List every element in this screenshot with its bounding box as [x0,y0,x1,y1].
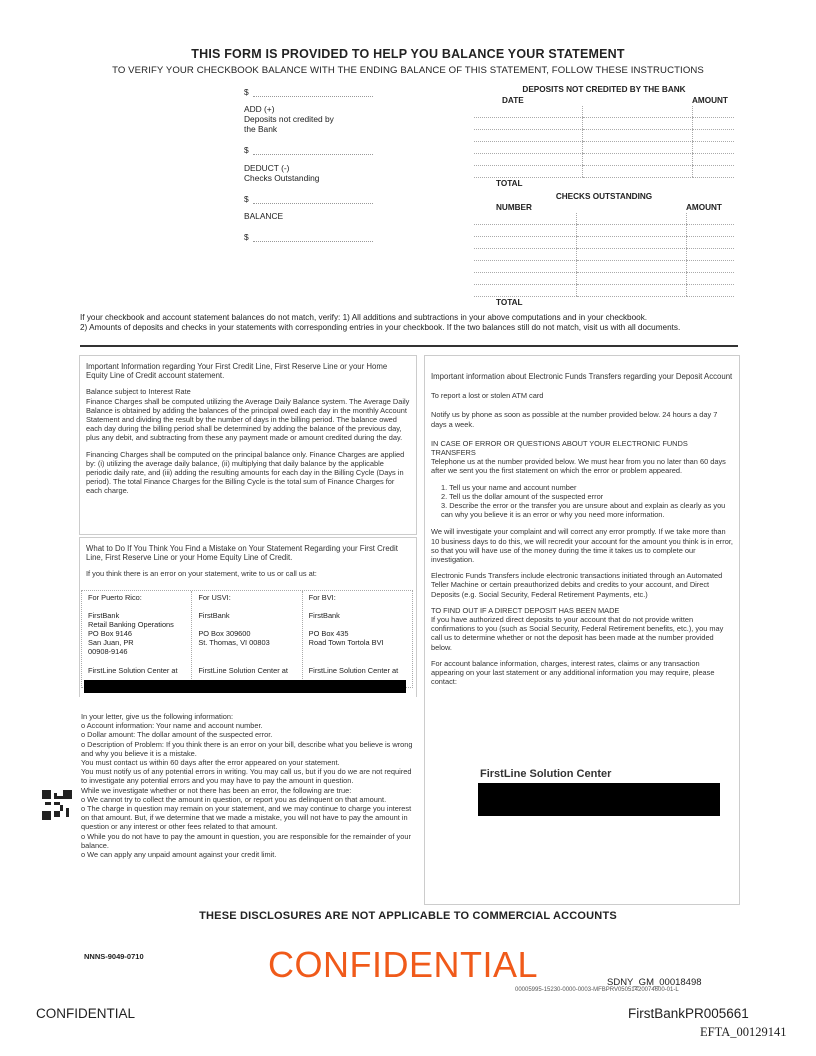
add-desc: Deposits not credited by the Bank [244,114,334,134]
interest-paragraph: Finance Charges shall be computed utilizing the Average Daily Balance system. The Average Daily Balance is obtained by adding the balances of the principal owed each day in the monthly Account Statement and dividing the result by the number of days in the billing period. The balance owed each day during the billing period shall be determined by adding the balance of the previous day, plus any debit, and subtracting from these any payment made or amount credited during the day. [86,396,410,443]
eft-heading: Important information about Electronic Funds Transfers regarding your Deposit Account [431,372,733,381]
eft-case-heading: IN CASE OF ERROR OR QUESTIONS ABOUT YOUR ELECTRONIC FUNDS TRANSFERS [431,438,688,458]
letter-info: In your letter, give us the following information: o Account information: Your name and account number. o Dollar amount: The dollar amount of the suspected error. o Description of Problem: If you think there is an error on your bill, describe what you believe is wrong and why you believe it is a mistake. You must contact us within 60 days after the error appeared on your statement. You must notify us of any potential errors in writing. You may call us, but if you do we are not required to investigate any potential errors and you may have to pay the amount in question. While we investigate whether or not there has been an error, the following are true: o We cannot try to collect the amount in question, or report you as delinquent on that amount. o The charge in question may remain on your statement, and we may continue to charge you interest on that amount. But, if we determine that we made a mistake, you will not have to pay the amount in question or any interest or other fees related to that amount. o While you do not have to pay the amount in question, you are responsible for the remainder of your balance. o We can apply any unpaid amount against your credit limit. [81,712,413,860]
verify-line-2: 2) Amounts of deposits and checks in your statements with corresponding entries in your checkbook. If the two balances still do not match, visit us with all documents. [80,323,681,332]
firstline-center-label: FirstLine Solution Center [480,768,612,780]
mistake-intro: If you think there is an error on your statement, write to us or call us at: [86,569,317,579]
eft-case-body: Telephone us at the number provided below. We must hear from you no later than 60 days after we sent you the first statement on which the error or problem appeared. [431,457,726,476]
address-usvi: For USVI: FirstBank PO Box 309600 St. Thomas, VI 00803 FirstLine Solution Center at [191,591,301,687]
add-label: ADD (+) [244,104,275,114]
eft-lost-card: To report a lost or stolen ATM card [431,391,544,401]
deduct-label: DEDUCT (-) [244,163,290,173]
balance-form [244,85,384,249]
eft-definition: Electronic Funds Transfers include electronic transactions initiated through an Automated Teller Machine or certain preauthorized debits and credits to your account, and Direct Deposits (e.g. Social Security, Federal Retirement Payments, etc.) [431,571,723,599]
form-title: THIS FORM IS PROVIDED TO HELP YOU BALANCE YOUR STATEMENT [191,47,625,61]
section-divider [80,345,738,347]
finance-paragraph: Financing Charges shall be computed on the principal balance only. Finance Charges are applied by: (i) utilizing the average daily balance, (ii) multiplying that daily balance by the applicable periodic daily rate, and (iii) adding the resulting amounts for each day in the Billing Cycle (Days in period). The total Finance Charges for the Billing Cycle is the total sum of Finance Charges for each charge. [86,449,405,496]
deposits-date-header: DATE [502,96,524,105]
checks-number-header: NUMBER [496,203,532,212]
sdny-bates: SDNY_GM_00018498 [607,977,702,988]
bates-number: FirstBankPR005661 [628,1006,749,1021]
form-subtitle: TO VERIFY YOUR CHECKBOOK BALANCE WITH THE ENDING BALANCE OF THIS STATEMENT, FOLLOW THESE INSTRUCTIONS [112,65,704,76]
checks-amount-header: AMOUNT [686,203,722,212]
eft-panel [424,355,740,905]
address-columns [81,590,413,688]
interest-title: Balance subject to Interest Rate [86,387,191,397]
tracking-code: 00005995-15230-0000-0003-MFBPRV05051420074600-01-L [515,987,679,993]
efta-number: EFTA_00129141 [700,1025,787,1039]
redaction-bar [478,783,720,816]
amount-line: $ [244,192,384,204]
balance-label: BALANCE [244,211,284,221]
verify-note [80,313,760,333]
amount-line: $ [244,230,384,242]
credit-heading: Important Information regarding Your First Credit Line, First Reserve Line or your Home Equity Line of Credit account statement. [86,362,388,381]
verify-line-1: If your checkbook and account statement balances do not match, verify: 1) All additions and subtractions in your above computations and in your checkbook. [80,313,648,322]
direct-deposit-body: If you have authorized direct deposits to your account that do not provide written confirmations to you (such as Social Security, Federal Retirement benefits, etc.), you may call us to determine whether or not the deposit has been made at the number provided below. [431,615,724,652]
eft-investigate: We will investigate your complaint and will correct any error promptly. If we take more than 10 business days to do this, we will recredit your account for the amount you think is in error, so that you will have use of the money during the time it takes us to complete our investigation. [431,527,733,565]
confidential-stamp: CONFIDENTIAL [268,944,539,985]
eft-contact: For account balance information, charges, interest rates, claims or any transaction appearing on your last statement or any additional information you may require, please contact: [431,658,715,687]
address-puerto-rico: For Puerto Rico: FirstBank Retail Banking Operations PO Box 9146 San Juan, PR 00908-9146 FirstLine Solution Center at [88,593,178,675]
amount-line: $ [244,85,384,97]
eft-notify: Notify us by phone as soon as possible at the number provided below. 24 hours a day 7 days a week. [431,410,718,429]
form-code: NNNS-9049-0710 [84,952,144,961]
commercial-disclaimer: THESE DISCLOSURES ARE NOT APPLICABLE TO COMMERCIAL ACCOUNTS [199,910,617,922]
add-label-group [244,104,384,134]
credit-info-panel [79,355,417,535]
qr-code-icon [42,790,72,820]
amount-line: $ [244,143,384,155]
checks-table [474,191,734,308]
confidential-label: CONFIDENTIAL [36,1006,136,1021]
checks-title: CHECKS OUTSTANDING [555,192,653,201]
eft-steps: 1. Tell us your name and account number 2. Tell us the dollar amount of the suspected error 3. Describe the error or the transfer you are unsure about and explain as clearly as you can why you believe it is an error or why you need more information. [441,482,726,520]
deposits-table [474,84,734,189]
checks-total-label: TOTAL [496,298,523,307]
deposits-title: DEPOSITS NOT CREDITED BY THE BANK [522,85,686,94]
deposits-total-label: TOTAL [496,179,523,188]
direct-deposit-heading: TO FIND OUT IF A DIRECT DEPOSIT HAS BEEN MADE [431,605,620,615]
mistake-heading: What to Do If You Think You Find a Mistake on Your Statement Regarding your First Credit Line, First Reserve Line or your Home Equity Line of Credit. [86,544,398,563]
address-bvi: For BVI: FirstBank PO Box 435 Road Town Tortola BVI FirstLine Solution Center at [302,591,412,687]
deposits-amount-header: AMOUNT [692,96,728,105]
deduct-label-group [244,163,384,183]
deduct-desc: Checks Outstanding [244,173,320,183]
redaction-bar [84,680,406,693]
